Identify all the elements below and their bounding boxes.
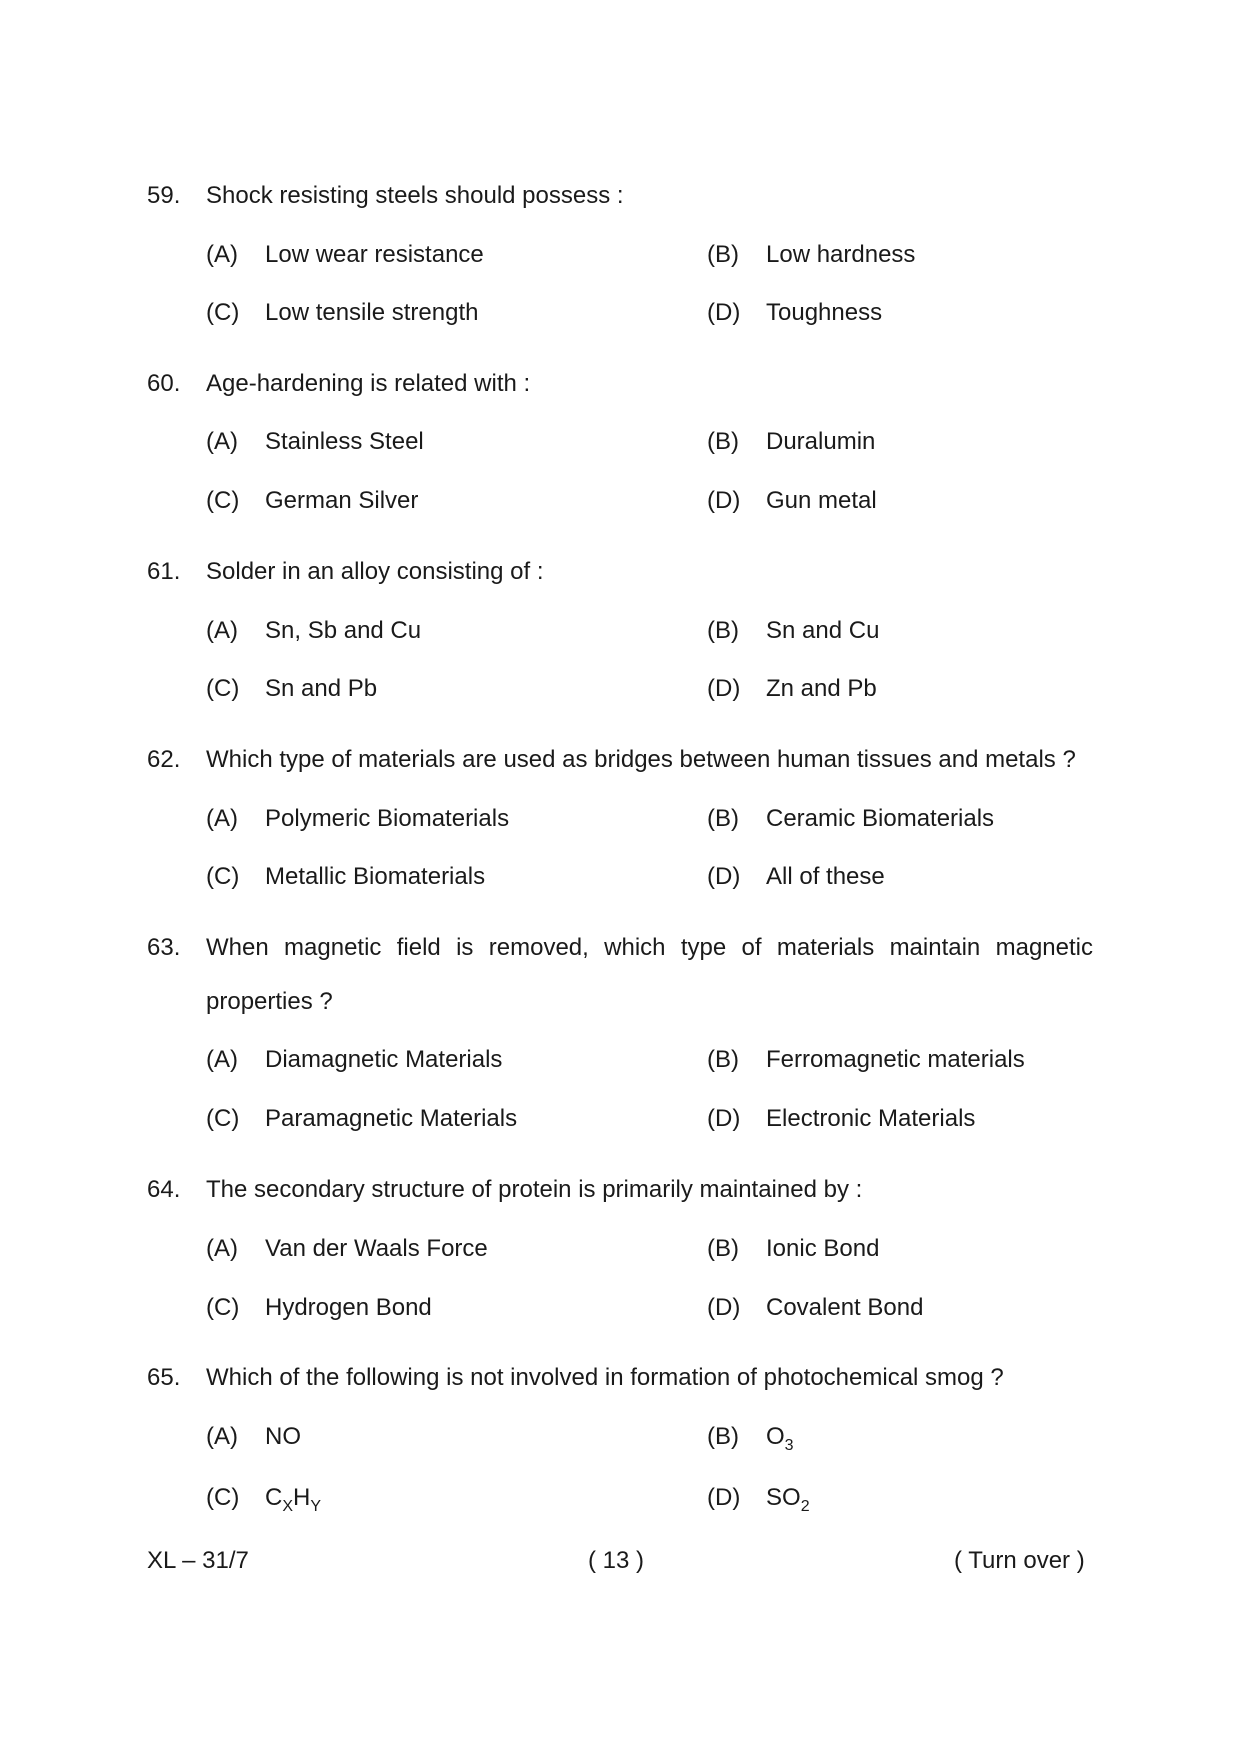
option-text: Low hardness: [766, 241, 916, 268]
option-label: (D): [707, 1105, 741, 1132]
formula-subscript: 3: [784, 1437, 794, 1454]
page-number: ( 13 ): [588, 1547, 645, 1574]
option-label: (A): [206, 617, 238, 644]
question-text-continued: properties ?: [206, 988, 333, 1015]
question-text: Which type of materials are used as bridges between human tissues and metals ?: [206, 746, 1076, 773]
formula-subscript: 2: [800, 1498, 810, 1515]
option-text: Stainless Steel: [265, 428, 424, 455]
option-label: (D): [707, 675, 741, 702]
option-label: (C): [206, 1294, 240, 1321]
option-label: (B): [707, 1235, 739, 1262]
option-label: (B): [707, 805, 739, 832]
option-label: (D): [707, 1484, 741, 1511]
option-text: Duralumin: [766, 428, 876, 455]
option-text: NO: [265, 1423, 301, 1450]
option-text: Covalent Bond: [766, 1294, 924, 1321]
option-text: Ceramic Biomaterials: [766, 805, 995, 832]
option-label: (D): [707, 487, 741, 514]
option-text: Sn and Pb: [265, 675, 378, 702]
formula-subscript: X: [282, 1498, 294, 1515]
option-label: (A): [206, 428, 238, 455]
option-text: All of these: [766, 863, 885, 890]
option-label: (A): [206, 805, 238, 832]
option-label: (C): [206, 1105, 240, 1132]
option-text: Low wear resistance: [265, 241, 484, 268]
option-label: (C): [206, 863, 240, 890]
option-text: Diamagnetic Materials: [265, 1046, 503, 1073]
paper-code: XL – 31/7: [147, 1547, 249, 1574]
question-number: 62.: [147, 746, 181, 773]
option-text: Ionic Bond: [766, 1235, 880, 1262]
option-text: Polymeric Biomaterials: [265, 805, 510, 832]
option-text: German Silver: [265, 487, 419, 514]
option-label: (D): [707, 863, 741, 890]
option-formula: [766, 1484, 810, 1515]
option-label: (B): [707, 1423, 739, 1450]
question-number: 60.: [147, 370, 181, 397]
option-text: Sn and Cu: [766, 617, 880, 644]
option-label: (B): [707, 617, 739, 644]
option-label: (A): [206, 1423, 238, 1450]
question-text: Shock resisting steels should possess :: [206, 182, 624, 209]
option-text: Ferromagnetic materials: [766, 1046, 1025, 1073]
option-text: Electronic Materials: [766, 1105, 976, 1132]
option-label: (A): [206, 1046, 238, 1073]
option-label: (C): [206, 675, 240, 702]
option-label: (B): [707, 428, 739, 455]
formula-base: O: [766, 1423, 785, 1450]
option-text: Low tensile strength: [265, 299, 479, 326]
question-text: When magnetic field is removed, which type of materials maintain magnetic: [206, 934, 1093, 961]
option-formula: [265, 1484, 322, 1515]
option-text: Hydrogen Bond: [265, 1294, 432, 1321]
question-number: 65.: [147, 1364, 181, 1391]
question-number: 61.: [147, 558, 181, 585]
option-label: (C): [206, 299, 240, 326]
question-text: Which of the following is not involved in formation of photochemical smog ?: [206, 1364, 1004, 1391]
question-number: 63.: [147, 934, 181, 961]
formula-base: SO: [766, 1484, 801, 1511]
option-label: (C): [206, 487, 240, 514]
option-label: (A): [206, 1235, 238, 1262]
formula-subscript: Y: [310, 1498, 322, 1515]
option-text: Paramagnetic Materials: [265, 1105, 518, 1132]
option-label: (B): [707, 241, 739, 268]
question-text: Solder in an alloy consisting of :: [206, 558, 544, 585]
formula-base: H: [293, 1484, 311, 1511]
formula-base: C: [265, 1484, 283, 1511]
turn-over-note: ( Turn over ): [954, 1547, 1085, 1574]
option-text: Van der Waals Force: [265, 1235, 488, 1262]
question-text: Age-hardening is related with :: [206, 370, 531, 397]
option-label: (C): [206, 1484, 240, 1511]
option-text: Metallic Biomaterials: [265, 863, 486, 890]
option-label: (D): [707, 1294, 741, 1321]
question-number: 59.: [147, 182, 181, 209]
option-text: Toughness: [766, 299, 883, 326]
question-text: The secondary structure of protein is primarily maintained by :: [206, 1176, 863, 1203]
option-text: Gun metal: [766, 487, 877, 514]
page-footer: [0, 1547, 1240, 1581]
option-formula: [766, 1423, 794, 1454]
option-label: (B): [707, 1046, 739, 1073]
option-label: (D): [707, 299, 741, 326]
option-text: Zn and Pb: [766, 675, 877, 702]
question-number: 64.: [147, 1176, 181, 1203]
option-text: Sn, Sb and Cu: [265, 617, 422, 644]
option-label: (A): [206, 241, 238, 268]
